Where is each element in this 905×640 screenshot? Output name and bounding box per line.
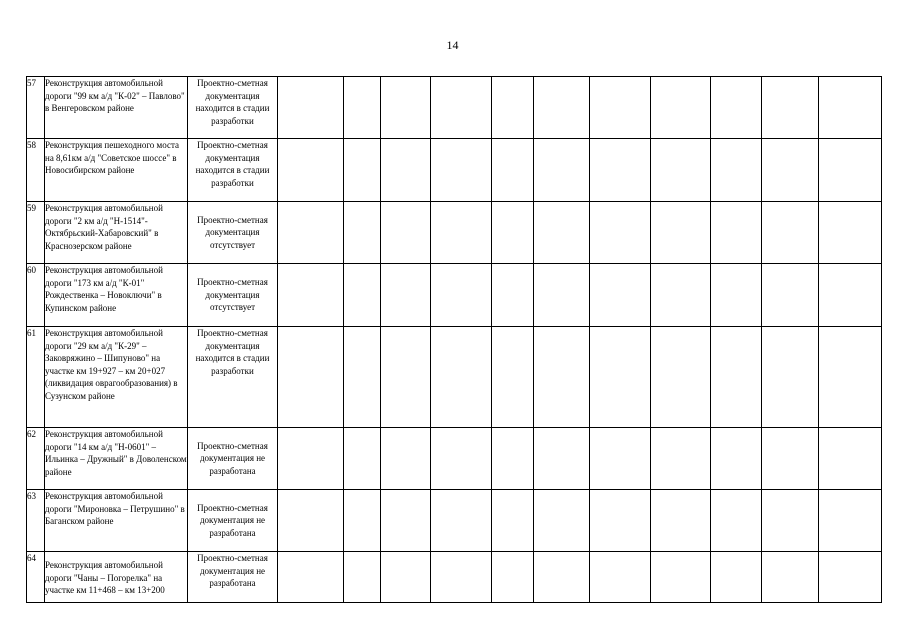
empty-cell xyxy=(590,77,651,139)
documentation-status: Проектно-сметная документация не разработана xyxy=(188,490,278,552)
empty-cell xyxy=(344,202,381,264)
empty-cell xyxy=(492,490,534,552)
empty-cell xyxy=(711,139,762,202)
empty-cell xyxy=(344,552,381,603)
empty-cell xyxy=(590,428,651,490)
empty-cell xyxy=(381,552,431,603)
documentation-status: Проектно-сметная документация отсутствует xyxy=(188,264,278,327)
table-row xyxy=(27,552,882,603)
documentation-status: Проектно-сметная документация не разработана xyxy=(188,552,278,603)
empty-cell xyxy=(711,202,762,264)
empty-cell xyxy=(762,552,819,603)
project-name: Реконструкция автомобильной дороги "99 км а/д "К-02" – Павлово" в Венгеровском районе xyxy=(45,77,188,139)
project-name: Реконструкция автомобильной дороги "173 км а/д "К-01" Рождественка – Новоключи" в Купинском районе xyxy=(45,264,188,327)
documentation-status: Проектно-сметная документация находится в стадии разработки xyxy=(188,139,278,202)
empty-cell xyxy=(762,264,819,327)
empty-cell xyxy=(819,77,882,139)
empty-cell xyxy=(278,327,344,428)
documentation-status: Проектно-сметная документация находится в стадии разработки xyxy=(188,77,278,139)
empty-cell xyxy=(762,77,819,139)
empty-cell xyxy=(492,428,534,490)
empty-cell xyxy=(431,428,492,490)
documentation-status: Проектно-сметная документация отсутствует xyxy=(188,202,278,264)
empty-cell xyxy=(819,552,882,603)
empty-cell xyxy=(278,490,344,552)
table-row xyxy=(27,490,882,552)
empty-cell xyxy=(534,77,590,139)
row-number: 63 xyxy=(27,490,45,552)
empty-cell xyxy=(819,327,882,428)
project-name: Реконструкция автомобильной дороги "Мироновка – Петрушино" в Баганском районе xyxy=(45,490,188,552)
empty-cell xyxy=(762,490,819,552)
empty-cell xyxy=(590,490,651,552)
empty-cell xyxy=(278,264,344,327)
empty-cell xyxy=(651,327,711,428)
table-row xyxy=(27,327,882,428)
empty-cell xyxy=(492,552,534,603)
project-name: Реконструкция автомобильной дороги "29 км а/д "К-29" – Заковряжино – Шипуново" на участке км 19+927 – км 20+027 (ликвидация оврагообразования) в Сузунском районе xyxy=(45,327,188,428)
empty-cell xyxy=(819,139,882,202)
empty-cell xyxy=(492,327,534,428)
project-name: Реконструкция автомобильной дороги "2 км а/д "Н-1514"-Октябрьский-Хабаровский" в Краснозерском районе xyxy=(45,202,188,264)
project-name: Реконструкция автомобильной дороги "14 км а/д "Н-0601" – Ильинка – Дружный" в Доволенском районе xyxy=(45,428,188,490)
table-row xyxy=(27,202,882,264)
empty-cell xyxy=(492,139,534,202)
empty-cell xyxy=(590,327,651,428)
table-row xyxy=(27,139,882,202)
table-row xyxy=(27,264,882,327)
empty-cell xyxy=(492,202,534,264)
table-row xyxy=(27,77,882,139)
empty-cell xyxy=(819,490,882,552)
empty-cell xyxy=(762,202,819,264)
empty-cell xyxy=(534,264,590,327)
empty-cell xyxy=(651,490,711,552)
empty-cell xyxy=(381,139,431,202)
empty-cell xyxy=(431,202,492,264)
empty-cell xyxy=(651,428,711,490)
project-name: Реконструкция пешеходного моста на 8,61км а/д "Советское шоссе" в Новосибирском районе xyxy=(45,139,188,202)
documentation-status: Проектно-сметная документация не разработана xyxy=(188,428,278,490)
empty-cell xyxy=(819,202,882,264)
empty-cell xyxy=(762,327,819,428)
empty-cell xyxy=(431,139,492,202)
empty-cell xyxy=(711,77,762,139)
empty-cell xyxy=(711,428,762,490)
documentation-status: Проектно-сметная документация находится в стадии разработки xyxy=(188,327,278,428)
empty-cell xyxy=(278,77,344,139)
empty-cell xyxy=(344,264,381,327)
empty-cell xyxy=(534,202,590,264)
empty-cell xyxy=(431,77,492,139)
empty-cell xyxy=(534,428,590,490)
empty-cell xyxy=(590,202,651,264)
page-number: 14 xyxy=(446,38,459,52)
empty-cell xyxy=(534,139,590,202)
empty-cell xyxy=(590,139,651,202)
empty-cell xyxy=(344,490,381,552)
empty-cell xyxy=(344,139,381,202)
empty-cell xyxy=(278,202,344,264)
project-name: Реконструкция автомобильной дороги "Чаны – Погорелка" на участке км 11+468 – км 13+200 xyxy=(45,552,188,603)
empty-cell xyxy=(590,552,651,603)
empty-cell xyxy=(711,327,762,428)
empty-cell xyxy=(819,428,882,490)
empty-cell xyxy=(344,428,381,490)
empty-cell xyxy=(492,77,534,139)
empty-cell xyxy=(651,264,711,327)
empty-cell xyxy=(534,552,590,603)
empty-cell xyxy=(711,552,762,603)
row-number: 57 xyxy=(27,77,45,139)
empty-cell xyxy=(344,327,381,428)
row-number: 59 xyxy=(27,202,45,264)
row-number: 60 xyxy=(27,264,45,327)
empty-cell xyxy=(431,490,492,552)
empty-cell xyxy=(431,552,492,603)
projects-table xyxy=(26,76,882,603)
empty-cell xyxy=(762,428,819,490)
row-number: 62 xyxy=(27,428,45,490)
empty-cell xyxy=(819,264,882,327)
empty-cell xyxy=(651,77,711,139)
empty-cell xyxy=(278,552,344,603)
empty-cell xyxy=(534,490,590,552)
empty-cell xyxy=(344,77,381,139)
empty-cell xyxy=(381,202,431,264)
empty-cell xyxy=(381,490,431,552)
empty-cell xyxy=(711,490,762,552)
empty-cell xyxy=(534,327,590,428)
empty-cell xyxy=(651,139,711,202)
empty-cell xyxy=(381,327,431,428)
empty-cell xyxy=(381,77,431,139)
empty-cell xyxy=(381,428,431,490)
empty-cell xyxy=(711,264,762,327)
empty-cell xyxy=(381,264,431,327)
empty-cell xyxy=(278,139,344,202)
empty-cell xyxy=(278,428,344,490)
empty-cell xyxy=(590,264,651,327)
empty-cell xyxy=(762,139,819,202)
table-row xyxy=(27,428,882,490)
empty-cell xyxy=(431,327,492,428)
row-number: 64 xyxy=(27,552,45,603)
empty-cell xyxy=(431,264,492,327)
row-number: 58 xyxy=(27,139,45,202)
empty-cell xyxy=(651,202,711,264)
empty-cell xyxy=(492,264,534,327)
empty-cell xyxy=(651,552,711,603)
row-number: 61 xyxy=(27,327,45,428)
